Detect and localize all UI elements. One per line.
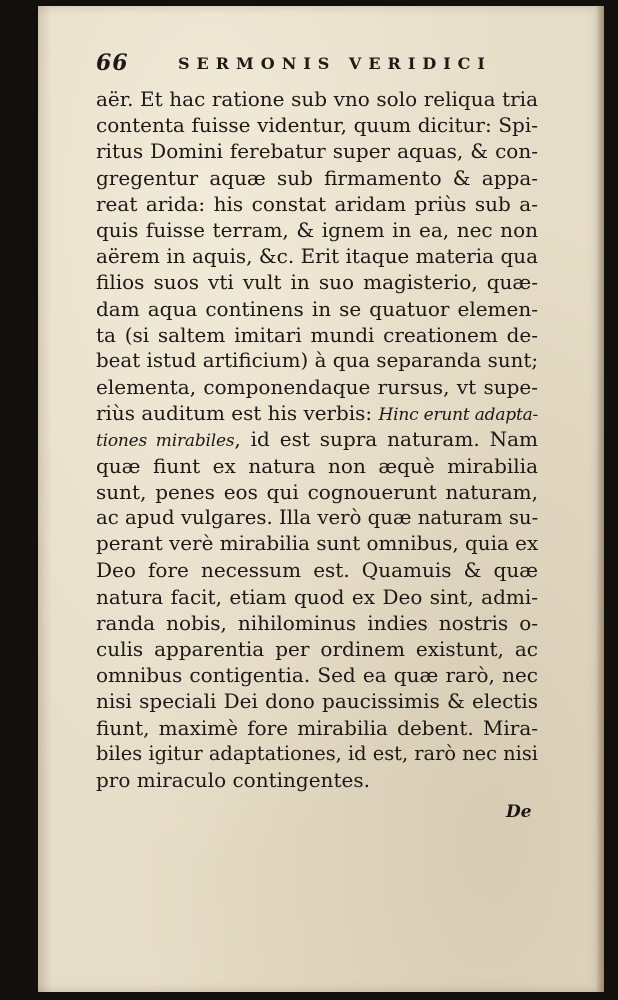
text-line: dam aqua continens in se quatuor elemen- [96, 296, 538, 321]
text-line: randa nobis, nihilominus indies nostris o- [96, 610, 538, 635]
text-line: culis apparentia per ordinem existunt, ac [96, 636, 538, 661]
text-line: sunt, penes eos qui cognouerunt naturam, [96, 479, 538, 504]
text-line: contenta fuisse videntur, quum dicitur: Spi- [96, 113, 538, 138]
text-line: perant verè mirabilia sunt omnibus, quia ex [96, 532, 539, 556]
text-line [96, 400, 538, 426]
text-line: aërem in aquis, &c. Erit itaque materia qua [96, 244, 538, 269]
text-line [96, 426, 538, 452]
page-number: 66 [96, 50, 129, 76]
body-text [96, 86, 538, 793]
text-line: biles igitur adaptationes, id est, rarò nec nisi [96, 741, 538, 765]
text-line: ac apud vulgares. Illa verò quæ naturam su- [96, 506, 539, 529]
text-line: aër. Et hac ratione sub vno solo reliqua tria [96, 87, 538, 111]
text-line: fiunt, maximè fore mirabilia debent. Mira- [96, 715, 538, 740]
text-line: natura facit, etiam quod ex Deo sint, admi- [96, 584, 538, 609]
italic-quotation: Hinc erunt adapta- [378, 405, 539, 426]
text-line: ritus Domini ferebatur super aquas, & con- [96, 139, 538, 164]
text-line: omnibus contigentia. Sed ea quæ rarò, nec [96, 663, 538, 688]
text-line: quis fuisse terram, & ignem in ea, nec non [96, 217, 538, 242]
text-line: beat istud artificium) à qua separanda sunt; [96, 348, 538, 372]
text-line: quæ fiunt ex natura non æquè mirabilia [96, 453, 538, 478]
text-line: nisi speciali Dei dono paucissimis & electis [96, 689, 538, 714]
running-head [96, 50, 516, 80]
text-line: ta (si saltem imitari mundi creationem de- [96, 322, 538, 347]
text-line: pro miraculo contingentes. [96, 767, 370, 792]
text-line: gregentur aquæ sub firmamento & appa- [96, 165, 538, 190]
text-line: Deo fore necessum est. Quamuis & quæ [96, 558, 538, 583]
text-line: reat arida: his constat aridam priùs sub a- [96, 191, 538, 216]
catchword: De [506, 802, 532, 822]
text-line-roman: riùs auditum est his verbis: [96, 401, 379, 426]
running-title: SERMONIS VERIDICI [178, 54, 492, 73]
text-line: elementa, componendaque rursus, vt supe- [96, 375, 538, 400]
text-line: filios suos vti vult in suo magisterio, quæ- [96, 270, 538, 295]
page-edge-shadow [596, 6, 604, 992]
italic-quotation: tiones mirabiles [96, 431, 235, 452]
text-line-roman: , id est supra naturam. Nam [234, 427, 538, 452]
